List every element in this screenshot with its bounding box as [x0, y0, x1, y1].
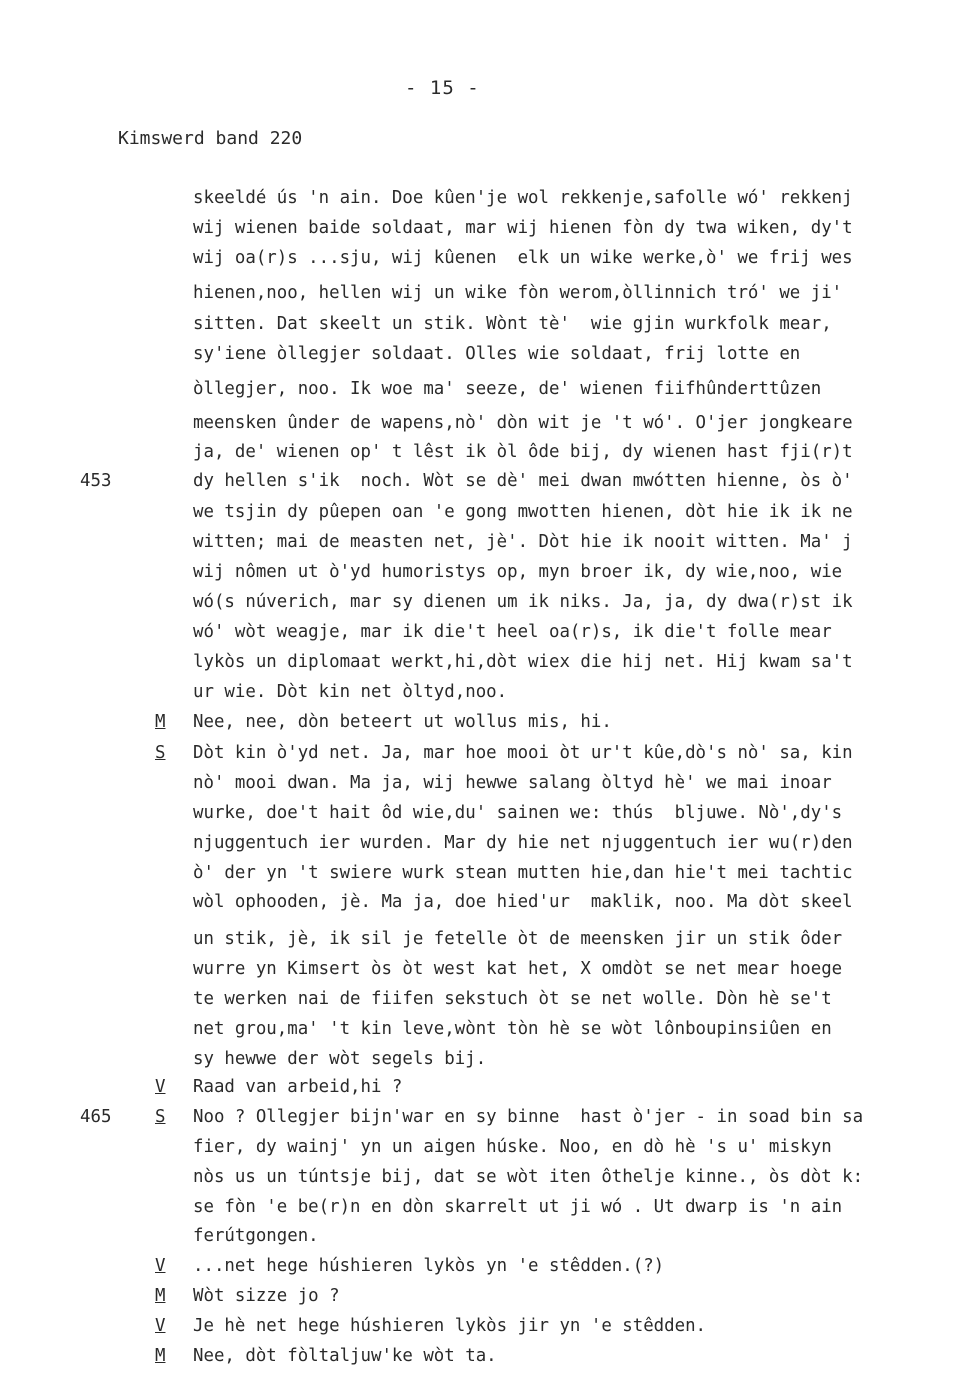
- line-text: net grou,ma' 't kin leve,wònt tòn hè se wòt lônboupinsiûen en: [193, 1019, 832, 1039]
- line-text: nòs us un túntsje bij, dat se wòt iten ôthelje kinne., òs dòt k:: [193, 1167, 864, 1187]
- line-text: Nee, nee, dòn beteert ut wollus mis, hi.: [193, 712, 612, 732]
- line-text: wij oa(r)s ...sju, wij kûenen elk un wike werke,ò' we frij wes: [193, 248, 853, 268]
- speaker-label: M: [155, 712, 166, 732]
- line-marker: 453: [80, 471, 112, 491]
- line-text: lykòs un diplomaat werkt,hi,dòt wiex die hij net. Hij kwam sa't: [193, 652, 853, 672]
- transcript-line: [0, 1073, 973, 1101]
- speaker-label: S: [155, 743, 166, 763]
- line-text: wij wienen baide soldaat, mar wij hienen fòn dy twa wiken, dy't: [193, 218, 853, 238]
- transcript-line: [0, 925, 973, 953]
- transcript-line: [0, 955, 973, 983]
- transcript-line: [0, 528, 973, 556]
- transcript-line: [0, 1103, 973, 1131]
- line-marker: 465: [80, 1107, 112, 1127]
- line-text: òllegjer, noo. Ik woe ma' seeze, de' wienen fiifhûnderttûzen: [193, 379, 822, 399]
- line-text: wurke, doe't hait ôd wie,du' sainen we: thús bljuwe. Nò',dy's: [193, 803, 843, 823]
- transcript-line: [0, 214, 973, 242]
- line-text: wó' wòt weagje, mar ik die't heel oa(r)s, ik die't folle mear: [193, 622, 832, 642]
- transcript-line: [0, 279, 973, 307]
- line-text: ja, de' wienen op' t lêst ik òl ôde bij, dy wienen hast fji(r)t: [193, 442, 853, 462]
- speaker-label: V: [155, 1316, 166, 1336]
- line-text: dy hellen s'ik noch. Wòt se dè' mei dwan mwótten hienne, òs ò': [193, 471, 853, 491]
- speaker-label: V: [155, 1077, 166, 1097]
- transcript-line: [0, 340, 973, 368]
- line-text: ò' der yn 't swiere wurk stean mutten hie,dan hie't mei tachtic: [193, 863, 853, 883]
- transcript-line: [0, 1163, 973, 1191]
- transcript-line: [0, 184, 973, 212]
- transcript-line: [0, 708, 973, 736]
- transcript-line: [0, 1193, 973, 1221]
- line-text: ...net hege húshieren lykòs yn 'e stêdden.(?): [193, 1256, 665, 1276]
- line-text: te werken nai de fiifen sekstuch òt se net wolle. Dòn hè se't: [193, 989, 832, 1009]
- transcript-line: [0, 1252, 973, 1280]
- line-text: skeeldé ús 'n ain. Doe kûen'je wol rekkenje,safolle wó' rekkenj: [193, 188, 853, 208]
- transcript-line: [0, 1342, 973, 1370]
- transcript-line: [0, 498, 973, 526]
- line-text: Noo ? Ollegjer bijn'war en sy binne hast ò'jer - in soad bin sa: [193, 1107, 864, 1127]
- transcript-line: [0, 799, 973, 827]
- transcript-line: [0, 1045, 973, 1073]
- transcript-line: [0, 1282, 973, 1310]
- line-text: hienen,noo, hellen wij un wike fòn werom,òllinnich tró' we ji': [193, 283, 843, 303]
- transcript-line: [0, 1312, 973, 1340]
- line-text: njuggentuch ier wurden. Mar dy hie net njuggentuch ier wu(r)den: [193, 833, 853, 853]
- transcript-line: [0, 678, 973, 706]
- transcript-line: [0, 618, 973, 646]
- speaker-label: M: [155, 1286, 166, 1306]
- line-text: Raad van arbeid,hi ?: [193, 1077, 403, 1097]
- transcript-line: [0, 648, 973, 676]
- line-text: se fòn 'e be(r)n en dòn skarrelt ut ji wó . Ut dwarp is 'n ain: [193, 1197, 843, 1217]
- line-text: sitten. Dat skeelt un stik. Wònt tè' wie gjin wurkfolk mear,: [193, 314, 832, 334]
- transcript-line: [0, 985, 973, 1013]
- speaker-label: V: [155, 1256, 166, 1276]
- transcript-line: [0, 588, 973, 616]
- line-text: witten; mai de measten net, jè'. Dòt hie ik nooit witten. Ma' j: [193, 532, 853, 552]
- line-text: wurre yn Kimsert òs òt west kat het, X omdòt se net mear hoege: [193, 959, 843, 979]
- line-text: meensken ûnder de wapens,nò' dòn wit je 't wó'. O'jer jongkeare: [193, 413, 853, 433]
- line-text: un stik, jè, ik sil je fetelle òt de meensken jir un stik ôder: [193, 929, 843, 949]
- line-text: we tsjin dy pûepen oan 'e gong mwotten hienen, dòt hie ik ik ne: [193, 502, 853, 522]
- document-header: Kimswerd band 220: [118, 128, 303, 149]
- transcript-line: [0, 888, 973, 916]
- transcript-line: [0, 310, 973, 338]
- transcript-line: [0, 769, 973, 797]
- line-text: Je hè net hege húshieren lykòs jir yn 'e stêdden.: [193, 1316, 707, 1336]
- line-text: wij nômen ut ò'yd humoristys op, myn broer ik, dy wie,noo, wie: [193, 562, 843, 582]
- line-text: nò' mooi dwan. Ma ja, wij hewwe salang òltyd hè' we mai inoar: [193, 773, 832, 793]
- transcript-line: [0, 467, 973, 495]
- line-text: sy hewwe der wòt segels bij.: [193, 1049, 487, 1069]
- speaker-label: S: [155, 1107, 166, 1127]
- line-text: ferútgongen.: [193, 1226, 319, 1246]
- transcript-line: [0, 438, 973, 466]
- transcript-line: [0, 829, 973, 857]
- transcript-line: [0, 244, 973, 272]
- line-text: Dòt kin ò'yd net. Ja, mar hoe mooi òt ur't kûe,dò's nò' sa, kin: [193, 743, 853, 763]
- speaker-label: M: [155, 1346, 166, 1366]
- line-text: Wòt sizze jo ?: [193, 1286, 340, 1306]
- page-number: - 15 -: [405, 77, 480, 99]
- transcript-line: [0, 739, 973, 767]
- transcript-line: [0, 375, 973, 403]
- transcript-line: [0, 1222, 973, 1250]
- transcript-line: [0, 1015, 973, 1043]
- transcript-line: [0, 859, 973, 887]
- transcript-line: [0, 1133, 973, 1161]
- line-text: sy'iene òllegjer soldaat. Olles wie soldaat, frij lotte en: [193, 344, 801, 364]
- transcript-line: [0, 409, 973, 437]
- line-text: fier, dy wainj' yn un aigen húske. Noo, en dò hè 's u' miskyn: [193, 1137, 832, 1157]
- line-text: wòl ophooden, jè. Ma ja, doe hied'ur maklik, noo. Ma dòt skeel: [193, 892, 853, 912]
- line-text: Nee, dòt fòltaljuw'ke wòt ta.: [193, 1346, 497, 1366]
- line-text: wó(s núverich, mar sy dienen um ik niks. Ja, ja, dy dwa(r)st ik: [193, 592, 853, 612]
- transcript-line: [0, 558, 973, 586]
- line-text: ur wie. Dòt kin net òltyd,noo.: [193, 682, 508, 702]
